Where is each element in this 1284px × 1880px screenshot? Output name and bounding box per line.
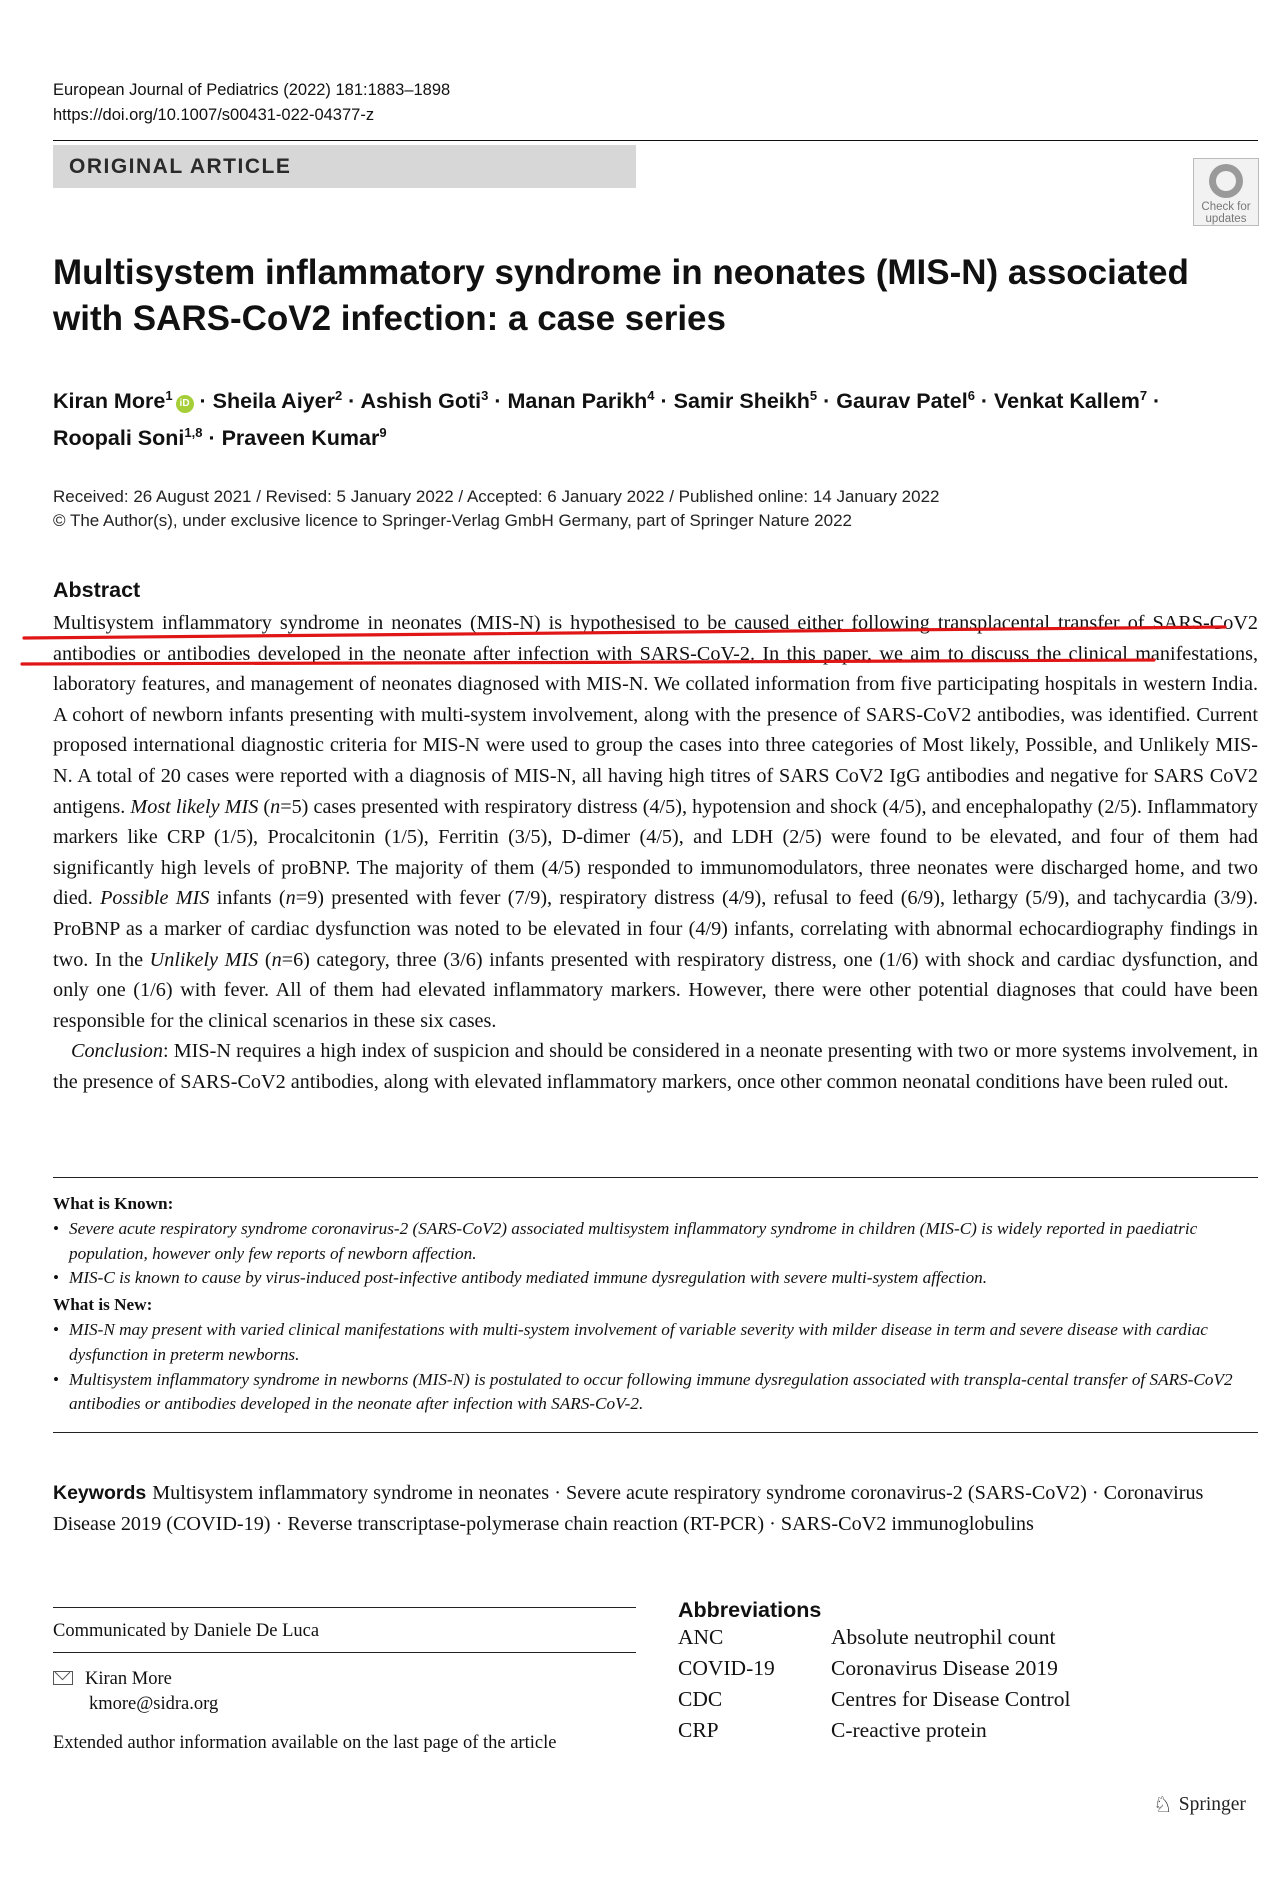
- corresponding-author: [53, 1667, 636, 1717]
- box-top-rule: [53, 1177, 1258, 1178]
- abbreviations-section: [678, 1598, 1238, 1749]
- contact-name: Kiran More: [85, 1669, 172, 1689]
- author-name[interactable]: Praveen Kumar$^9$: [221, 425, 387, 451]
- keywords-section: [53, 1478, 1243, 1540]
- abstract-heading: Abstract: [53, 578, 141, 602]
- abstract-text-run: =9) presented with fever (7/9), respiratory distress (4/9), refusal to feed (6/9), lethargy (5/9), and tachycardia (3/9). ProBNP as a marker of cardiac dysfunction was noted to be elevated in four (4/9) infants, correlating with abnormal echocardiography findings in two. In the: [53, 887, 1258, 971]
- box-bottom-rule: [53, 1432, 1258, 1433]
- journal-citation: [53, 78, 450, 128]
- publisher-logo: [1153, 1792, 1246, 1818]
- author-name[interactable]: Gaurav Patel$^6$: [836, 388, 975, 414]
- author-name[interactable]: Roopali Soni$^{1,8}$: [53, 425, 203, 451]
- envelope-icon: [53, 1671, 73, 1685]
- known-item: • MIS-C is known to cause by virus-induced post-infective antibody mediated immune dysregulation with severe multi-system affection.: [53, 1268, 988, 1288]
- abbreviation-row: CRP C-reactive protein: [678, 1718, 987, 1742]
- what-is-new-heading: What is New:: [53, 1295, 153, 1315]
- article-type-label: ORIGINAL ARTICLE: [69, 154, 292, 178]
- what-is-known-box: [53, 1192, 1253, 1417]
- extended-author-info: Extended author information available on the last page of the article: [53, 1733, 557, 1753]
- new-item: • Multisystem inflammatory syndrome in newborns (MIS-N) is postulated to occur following immune dysregulation associated with transpla-cental transfer of SARS-CoV2 antibodies or antibodies developed in the neonate after infection with SARS-CoV-2.: [53, 1369, 1233, 1414]
- author-affiliation-number: 2: [334, 388, 343, 403]
- abstract-text-run: =5) cases presented with respiratory distress (4/5), hypotension and shock (4/5), and encephalopathy (2/5). Inflammatory markers like CRP (1/5), Procalcitonin (1/5), Ferritin (3/5), D-dimer (4/5), and LDH (2/5) were found to be elevated, and four of them had significantly high levels of proBNP. The majority of them (4/5) responded to immunomodulators, three neonates were discharged home, and two died.: [53, 795, 1258, 910]
- author-affiliation-number: 7: [1139, 388, 1148, 403]
- springer-horse-icon: ♘: [1153, 1792, 1173, 1817]
- abstract-text-run: =6) category, three (3/6) infants presented with respiratory distress, one (1/6) with shock and cardiac dysfunction, and only one (1/6) with fever. All of them had elevated inflammatory markers. However, there were other potential diagnoses that could have been responsible for the clinical scenarios in these six cases.: [53, 948, 1258, 1032]
- abstract-italic-run: Most likely MIS: [130, 795, 259, 818]
- abstract-italic-run: Unlikely MIS: [149, 948, 259, 971]
- abstract-text-run: Multisystem inflammatory syndrome in neonates (MIS-N) is hypothesised to be caused either following transplacental transfer of SARS-CoV2 antibodies or antibodies developed in the neonate after infection with SARS-CoV-2. In this paper, we aim to discuss the clinical manifestations, laboratory features, and management of neonates diagnosed with MIS-N. We collated information from five participating hospitals in western India. A cohort of newborn infants presenting with multi-system involvement, along with the presence of SARS-CoV2 antibodies, was identified. Current proposed international diagnostic criteria for MIS-N were used to group the cases into three categories of Most likely, Possible, and Unlikely MIS-N. A total of 20 cases were reported with a diagnosis of MIS-N, all having high titres of SARS CoV2 IgG antibodies and negative for SARS CoV2 antigens.: [53, 612, 1258, 818]
- footer-left-column: [53, 1607, 636, 1754]
- author-name[interactable]: Manan Parikh$^4$: [507, 388, 655, 414]
- author-name[interactable]: Venkat Kallem$^7$: [994, 388, 1148, 414]
- article-title: Multisystem inflammatory syndrome in neonates (MIS-N) associated with SARS-CoV2 infection: a case series: [53, 253, 1189, 338]
- check-updates-label: Check for updates: [1201, 201, 1251, 225]
- journal-line: European Journal of Pediatrics (2022) 181:1883–1898: [53, 81, 451, 99]
- abbreviations-table: [678, 1625, 1070, 1749]
- copyright-line: © The Author(s), under exclusive licence to Springer-Verlag GmbH Germany, part of Springer Nature 2022: [53, 511, 852, 530]
- author-name[interactable]: Samir Sheikh$^5$: [673, 388, 818, 414]
- new-item: • MIS-N may present with varied clinical manifestations with multi-system involvement of variable severity with milder disease in term and severe disease with cardiac dysfunction in preterm newborns.: [53, 1319, 1208, 1364]
- author-affiliation-number: 4: [647, 388, 655, 403]
- author-affiliation-number: 5: [809, 388, 818, 403]
- conclusion-text: : MIS-N requires a high index of suspicion and should be considered in a neonate presenting with two or more systems involvement, in the presence of SARS-CoV2 antibodies, along with elevated inflammatory markers, once other common neonatal conditions have been ruled out.: [53, 1040, 1258, 1093]
- author-affiliation-number: 1: [165, 388, 173, 403]
- what-is-known-heading: What is Known:: [53, 1194, 174, 1213]
- orcid-icon[interactable]: iD: [176, 395, 194, 413]
- abstract-italic-run: n: [271, 948, 282, 971]
- footer-rule-middle: [53, 1652, 636, 1653]
- header-rule: [53, 140, 1258, 141]
- check-updates-icon: [1209, 164, 1243, 198]
- conclusion-label: Conclusion: [71, 1040, 163, 1063]
- contact-email[interactable]: kmore@sidra.org: [89, 1694, 219, 1714]
- abbreviation-row: CDC Centres for Disease Control: [678, 1687, 1071, 1711]
- keywords-label: Keywords: [53, 1482, 147, 1504]
- doi-link[interactable]: https://doi.org/10.1007/s00431-022-04377-z: [53, 106, 375, 124]
- abstract-conclusion: [53, 1036, 1258, 1097]
- abstract-text-run: infants (: [209, 887, 286, 910]
- author-name[interactable]: Kiran More$^1$iD: [53, 389, 194, 413]
- author-list: Kiran More$^1$iD · Sheila Aiyer$^2$ · Ashish Goti$^3$ · Manan Parikh$^4$ · Samir Sheikh$^5$ · Gaurav Patel$^6$ · Venkat Kallem$^7$ · Roopali Soni$^{1,8}$ · Praveen Kumar$^9$: [53, 388, 1161, 451]
- author-affiliation-number: 1,8: [184, 425, 203, 441]
- abbreviations-heading: Abbreviations: [678, 1598, 822, 1622]
- author-affiliation-number: 6: [967, 388, 975, 403]
- article-type-banner: [53, 145, 636, 188]
- author-affiliation-number: 9: [379, 425, 387, 441]
- author-affiliation-number: 3: [481, 388, 489, 403]
- abstract-italic-run: Possible MIS: [100, 887, 210, 910]
- author-name[interactable]: Ashish Goti$^3$: [360, 388, 489, 414]
- abstract-italic-run: n: [270, 795, 281, 818]
- known-item: • Severe acute respiratory syndrome coronavirus-2 (SARS-CoV2) associated multisystem inflammatory syndrome in children (MIS-C) is widely reported in paediatric population, however only few reports of newborn affection.: [53, 1218, 1198, 1263]
- keywords-text: Multisystem inflammatory syndrome in neonates · Severe acute respiratory syndrome coronavirus-2 (SARS-CoV2) · Coronavirus Disease 2019 (COVID-19) · Reverse transcriptase-polymerase chain reaction (RT-PCR) · SARS-CoV2 immunoglobulins: [53, 1482, 1204, 1535]
- abstract-body: [53, 608, 1258, 1098]
- abstract-text-run: (: [258, 795, 271, 818]
- abstract-paragraph: [53, 608, 1258, 1036]
- check-for-updates-badge[interactable]: [1193, 158, 1259, 226]
- article-dates: [53, 485, 940, 533]
- abbreviation-row: ANC Absolute neutrophil count: [678, 1625, 1056, 1649]
- publication-history: Received: 26 August 2021 / Revised: 5 January 2022 / Accepted: 6 January 2022 / Published online: 14 January 2022: [53, 487, 940, 506]
- abstract-text-run: (: [258, 948, 272, 971]
- author-name[interactable]: Sheila Aiyer$^2$: [212, 388, 343, 414]
- publisher-name: Springer: [1178, 1794, 1246, 1815]
- communicated-by: Communicated by Daniele De Luca: [53, 1621, 320, 1641]
- abstract-italic-run: n: [285, 887, 296, 910]
- abbreviation-row: COVID-19 Coronavirus Disease 2019: [678, 1656, 1058, 1680]
